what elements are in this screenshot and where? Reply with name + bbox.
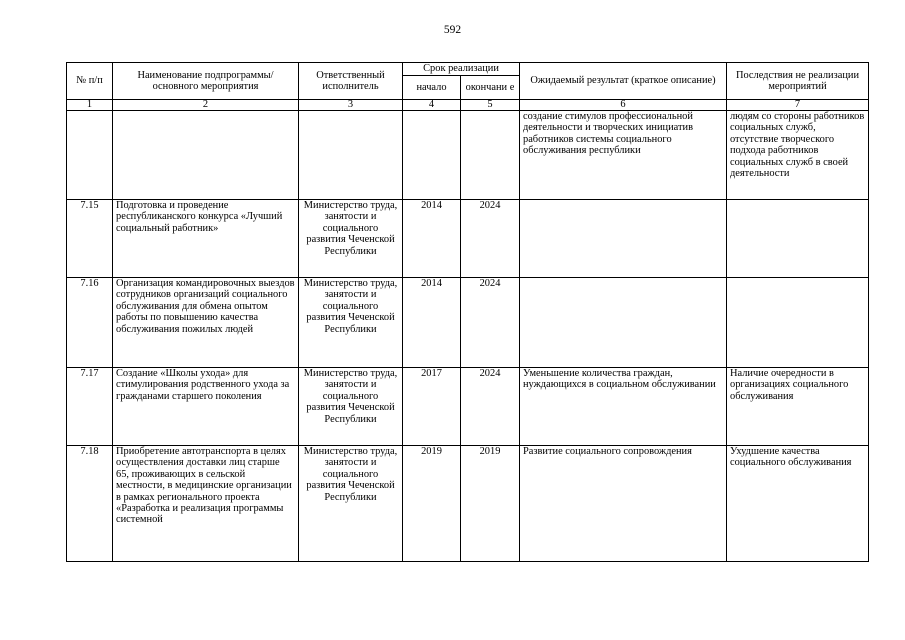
table-row	[67, 446, 869, 562]
row-end: 2019	[461, 446, 520, 562]
row-start: 2014	[403, 200, 461, 278]
row-expected	[520, 200, 727, 278]
table-row	[67, 278, 869, 368]
row-expected: Развитие социального сопровождения	[520, 446, 727, 562]
row-start: 2017	[403, 368, 461, 446]
row-expected	[520, 278, 727, 368]
row-name	[113, 111, 299, 200]
row-responsible	[299, 111, 403, 200]
header-period: Срок реализации	[403, 63, 520, 76]
row-consequences	[727, 278, 869, 368]
row-end: 2024	[461, 200, 520, 278]
header-consequences: Последствия не реализации мероприятий	[727, 63, 869, 100]
row-name: Организация командировочных выездов сотрудников организаций социального обслуживания для обмена опытом работы по повышению качества обслуживания пожилых людей	[113, 278, 299, 368]
row-consequences	[727, 200, 869, 278]
row-name: Приобретение автотранспорта в целях осуществления доставки лиц старше 65, проживающих в сельской местности, в медицинские организации в рамках регионального проекта «Разработка и реализация программы системной	[113, 446, 299, 562]
header-start: начало	[403, 76, 461, 100]
table-row	[67, 368, 869, 446]
row-responsible: Министерство труда, занятости и социального развития Чеченской Республики	[299, 278, 403, 368]
row-num: 7.18	[67, 446, 113, 562]
row-end: 2024	[461, 278, 520, 368]
table-row	[67, 111, 869, 200]
header-responsible: Ответственный исполнитель	[299, 63, 403, 100]
row-expected: создание стимулов профессиональной деятельности и творческих инициатив работников системы социального обслуживания республики	[520, 111, 727, 200]
row-start	[403, 111, 461, 200]
table-row	[67, 200, 869, 278]
page-number: 592	[443, 24, 462, 36]
header-end: окончани е	[461, 76, 520, 100]
row-responsible: Министерство труда, занятости и социального развития Чеченской Республики	[299, 446, 403, 562]
row-consequences: Наличие очередности в организациях социального обслуживания	[727, 368, 869, 446]
row-responsible: Министерство труда, занятости и социального развития Чеченской Республики	[299, 368, 403, 446]
row-num	[67, 111, 113, 200]
row-name: Создание «Школы ухода» для стимулирования родственного ухода за гражданами старшего поколения	[113, 368, 299, 446]
row-num: 7.15	[67, 200, 113, 278]
row-end: 2024	[461, 368, 520, 446]
row-num: 7.17	[67, 368, 113, 446]
row-end	[461, 111, 520, 200]
column-number: 3	[299, 100, 403, 111]
row-num: 7.16	[67, 278, 113, 368]
column-number: 6	[520, 100, 727, 111]
column-number: 5	[461, 100, 520, 111]
header-name: Наименование подпрограммы/ основного мероприятия	[113, 63, 299, 100]
row-name: Подготовка и проведение республиканского конкурса «Лучший социальный работник»	[113, 200, 299, 278]
row-start: 2019	[403, 446, 461, 562]
column-number: 2	[113, 100, 299, 111]
column-number: 4	[403, 100, 461, 111]
column-number: 1	[67, 100, 113, 111]
measures-table	[66, 62, 869, 562]
row-expected: Уменьшение количества граждан, нуждающихся в социальном обслуживании	[520, 368, 727, 446]
header-num: № п/п	[67, 63, 113, 100]
column-number: 7	[727, 100, 869, 111]
row-consequences: Ухудшение качества социального обслуживания	[727, 446, 869, 562]
header-expected: Ожидаемый результат (краткое описание)	[520, 63, 727, 100]
row-consequences: людям со стороны работников социальных служб, отсутствие творческого подхода работников социальных служб в своей деятельности	[727, 111, 869, 200]
column-number-row	[67, 100, 869, 111]
row-start: 2014	[403, 278, 461, 368]
row-responsible: Министерство труда, занятости и социального развития Чеченской Республики	[299, 200, 403, 278]
